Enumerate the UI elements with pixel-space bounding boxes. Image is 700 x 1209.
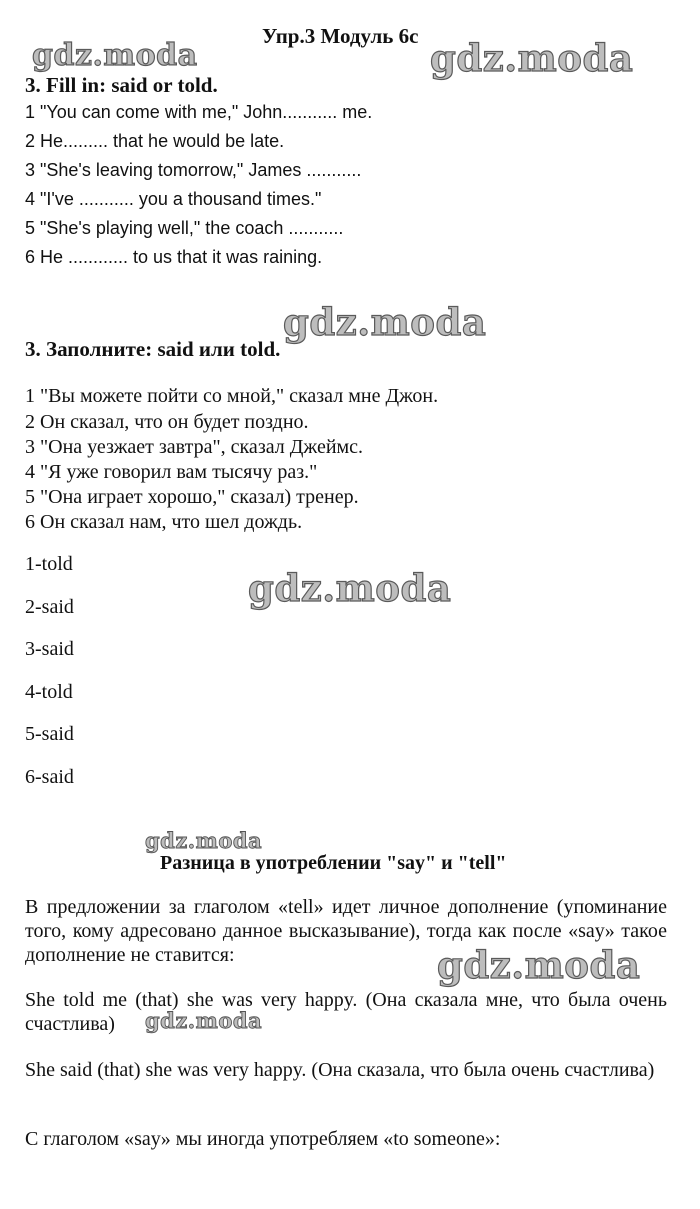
translation-line: 6 Он сказал нам, что шел дождь. [25,511,303,533]
translation-line: 1 "Вы можете пойти со мной," сказал мне Джон. [25,385,439,407]
exercise-heading-en: 3. Fill in: said or told. [25,73,218,97]
watermark-logo: gdz.moda [248,566,452,610]
translation-line: 3 "Она уезжает завтра", сказал Джеймс. [25,436,364,458]
translation-line: 4 "Я уже говорил вам тысячу раз." [25,461,318,483]
answer-item: 6-said [25,766,74,788]
watermark-logo: gdz.moda [145,828,263,853]
answer-item: 5-said [25,723,74,745]
watermark-logo: gdz.moda [145,1008,263,1033]
watermark-logo: gdz.moda [32,38,198,73]
watermark-logo: gdz.moda [430,36,634,80]
translation-line: 2 Он сказал, что он будет поздно. [25,411,309,433]
answer-item: 4-told [25,681,73,703]
answer-item: 3-said [25,638,74,660]
exercise-line: 2 He......... that he would be late. [25,131,285,151]
grammar-heading: Разница в употреблении "say" и "tell" [160,852,507,874]
exercise-line: 3 "She's leaving tomorrow," James ........... [25,160,362,180]
exercise-line: 5 "She's playing well," the coach ........... [25,218,344,238]
exercise-line: 6 He ............ to us that it was raining. [25,247,323,267]
grammar-example: She said (that) she was very happy. (Она сказала, что была очень счастлива) [25,1059,655,1081]
exercise-line: 4 "I've ........... you a thousand times." [25,189,322,209]
grammar-example: She told me (that) she was very happy. (Она сказала мне, что была очень счастлива) [25,989,667,1035]
watermark-logo: gdz.moda [283,300,487,344]
grammar-paragraph: В предложении за глаголом «tell» идет личное дополнение (упоминание того, кому адресовано данное высказывание), тогда как после «say» такое дополнение не ставится: [25,896,667,966]
watermark-logo: gdz.moda [437,943,641,987]
page-title: Упр.3 Модуль 6c [262,24,419,48]
answer-item: 2-said [25,596,74,618]
exercise-heading-ru: 3. Заполните: said или told. [25,337,281,361]
answer-item: 1-told [25,553,73,575]
exercise-line: 1 "You can come with me," John........... me. [25,102,373,122]
translation-line: 5 "Она играет хорошо," сказал) тренер. [25,486,359,508]
grammar-paragraph: С глаголом «say» мы иногда употребляем «to someone»: [25,1128,501,1150]
